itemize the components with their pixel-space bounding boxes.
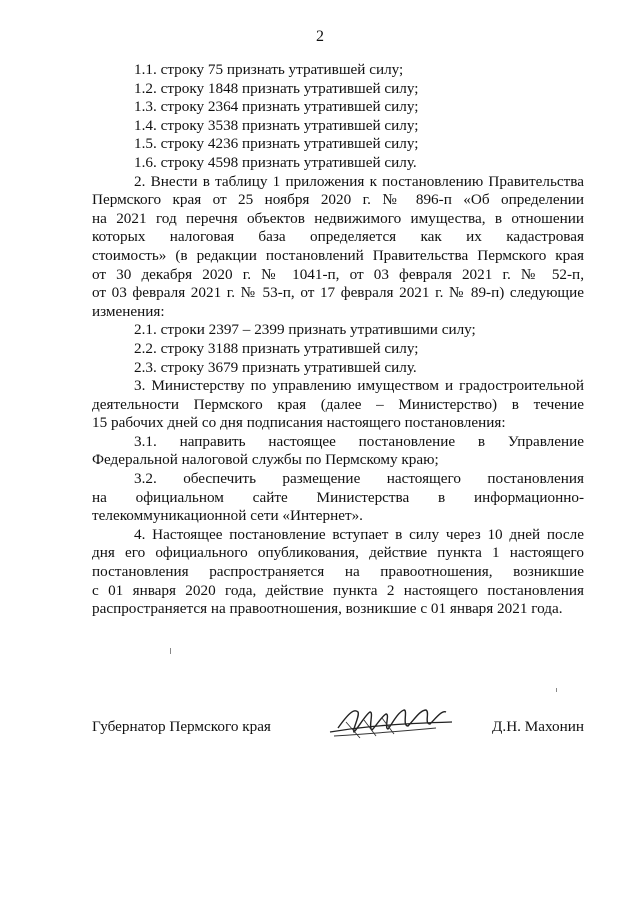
text-line: телекоммуникационной сети «Интернет». <box>92 507 363 525</box>
text-line: 1.1. строку 75 признать утратившей силу; <box>134 61 404 78</box>
text-line: от 03 февраля 2021 г. № 53-п, от 17 февраля 2021 г. № 89-п) следующие <box>92 284 584 302</box>
text-line: на официальном сайте Министерства в информационно- <box>92 488 584 506</box>
text-line: деятельности Пермского края (далее – Министерство) в течение <box>92 395 584 413</box>
text-line: 2.2. строку 3188 признать утратившей силу; <box>134 339 419 357</box>
text-line: 4. Настоящее постановление вступает в силу через 10 дней после <box>134 525 584 543</box>
signatory-position: Губернатор Пермского края <box>92 718 271 735</box>
scan-mark <box>170 648 171 654</box>
text-line: 15 рабочих дней со дня подписания настоящего постановления: <box>92 414 506 432</box>
text-line: дня его официального опубликования, действие пункта 1 настоящего <box>92 544 584 562</box>
text-line: с 01 января 2020 года, действие пункта 2 настоящего постановления <box>92 581 584 599</box>
text-line: распространяется на правоотношения, возникшие с 01 января 2021 года. <box>92 600 563 618</box>
text-line: Федеральной налоговой службы по Пермскому краю; <box>92 451 439 469</box>
text-line: от 30 декабря 2020 г. № 1041-п, от 03 февраля 2021 г. № 52-п, <box>92 265 584 283</box>
text-line: 3.1. направить настоящее постановление в Управление <box>134 432 584 450</box>
text-line: постановления распространяется на правоотношения, возникшие <box>92 563 584 581</box>
text-line: на 2021 год перечня объектов недвижимого имущества, в отношении <box>92 209 584 227</box>
text-line: 1.4. строку 3538 признать утратившей силу; <box>134 116 419 134</box>
text-line: 3. Министерству по управлению имуществом и градостроительной <box>134 377 584 395</box>
text-line: 2. Внести в таблицу 1 приложения к постановлению Правительства <box>134 172 584 190</box>
text-line: 3.2. обеспечить размещение настоящего постановления <box>134 470 584 488</box>
text-line: 1.3. строку 2364 признать утратившей силу; <box>134 98 419 116</box>
scan-mark <box>556 688 557 692</box>
page-number: 2 <box>316 28 324 45</box>
text-line: Пермского края от 25 ноября 2020 г. № 896-п «Об определении <box>92 191 584 209</box>
signatory-name: Д.Н. Махонин <box>492 718 584 735</box>
text-line: 2.1. строки 2397 – 2399 признать утратившими силу; <box>134 321 476 339</box>
text-line: которых налоговая база определяется как их кадастровая <box>92 228 584 246</box>
text-line: 2.3. строку 3679 признать утратившей силу. <box>134 358 417 376</box>
text-line: 1.5. строку 4236 признать утратившей силу; <box>134 135 419 153</box>
text-line: стоимость» (в редакции постановлений Правительства Пермского края <box>92 246 584 264</box>
text-line: 1.6. строку 4598 признать утратившей силу. <box>134 153 417 171</box>
handwritten-signature <box>324 698 464 748</box>
document-body <box>92 61 584 619</box>
signature-block <box>92 718 584 778</box>
text-line: изменения: <box>92 302 165 320</box>
text-line: 1.2. строку 1848 признать утратившей силу; <box>134 79 419 97</box>
